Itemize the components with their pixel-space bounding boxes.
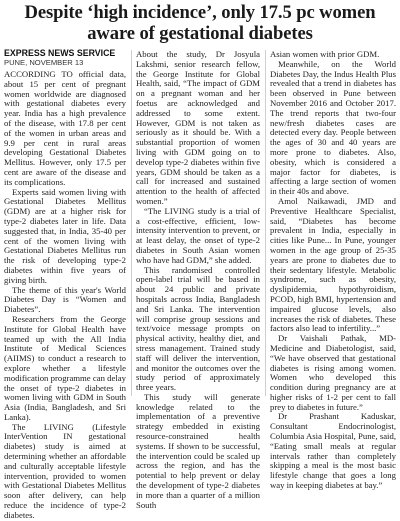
- paragraph: Researchers from the George Institute for Global Health have teamed up with the All India Institute of Medical Sciences (AIIMS) to conduct a research to explore whether a lifestyle modification programme can delay the onset of type-2 diabetes in women living with GDM in South Asia (India, Bangladesh, and Sri Lanka).: [4, 313, 126, 422]
- article-headline: Despite ‘high incidence’, only 17.5 pc women aware of gestational diabetes: [24, 2, 376, 44]
- paragraph: The LIVING (Lifestyle InterVention IN gestational diabetes) study is aimed at determining whether an affordable and culturally acceptable lifestyle intervention, provided to women with Gestational Diabetes Mellitus soon after delivery, can help reduce the incidence of type-2 diabetes.: [4, 421, 126, 520]
- paragraph: Dr Prashant Kaduskar, Consultant Endocrinologist, Columbia Asia Hospital, Pune, said, “Eating small meals at regular intervals rather than completely skipping a meal is the most basic lifestyle change that goes a long way in keeping diabetes at bay.”: [270, 411, 396, 491]
- dateline: PUNE, NOVEMBER 13: [4, 58, 84, 67]
- paragraph: Dr Vaishali Pathak, MD-Medicine and Diabetologist, said, “We have observed that gestational diabetes is rising among women. Women who developed this condition during pregnancy are at higher risks of 1-2 per cent to fall prey to diabetes in future.”: [270, 333, 396, 412]
- paragraph: Experts said women living with Gestational Diabetes Mellitus (GDM) are at a higher risk for type-2 diabetes later in life. Data suggested that, in India, 35-40 per cent of the women living with Gestational Diabetes Mellitus run the risk of developing type-2 diabetes within five years of giving birth.: [4, 186, 126, 285]
- article-column-3: [270, 49, 396, 491]
- paragraph: Meanwhile, on the World Diabetes Day, the Indus Health Plus revealed that a trend in diabetes has been observed in Pune between November 2016 and October 2017. The trend reports that two-four new/fresh diabetes cases are detected every day. People between the ages of 30 and 40 years are more prone to diabetes. Also, obesity, which is considered a major factor for diabetes, is affecting a large section of women in their 40s and above.: [270, 58, 396, 197]
- article-column-1: [4, 48, 126, 520]
- paragraph: Asian women with prior GDM.: [270, 49, 380, 59]
- article-column-2: [136, 49, 260, 510]
- paragraph: This study will generate knowledge related to the implementation of a preventive strategy embedded in existing resource-constrained health systems. If shown to be successful, the intervention could be scaled up across the region, and has the potential to help prevent or delay the development of type-2 diabetes in more than a quarter of a million South: [136, 391, 260, 510]
- paragraph: About the study, Dr Josyula Lakshmi, senior research fellow, the George Institute for Global Health, said, “The impact of GDM on a pregnant woman and her foetus are acknowledged and addressed to some extent. However, GDM is not taken as seriously as it should be. With a substantial proportion of women living with GDM going on to develop type-2 diabetes within five years, GDM should be taken as a call for increased and sustained attention to the health of affected women.”: [136, 49, 260, 206]
- paragraph: The theme of this year's World Diabetes Day is “Women and Diabetes”.: [4, 284, 126, 315]
- column-divider: [131, 50, 132, 396]
- paragraph: “The LIVING study is a trial of a cost-effective, efficient, low-intensity intervention to prevent, or at least delay, the onset of type-2 diabetes in South Asian women who have had GDM,” she added.: [136, 205, 260, 265]
- column-divider: [265, 50, 266, 396]
- paragraph: Amol Naikawadi, JMD and Preventive Healthcare Specialist, said, “Diabetes has become prevalent in India, especially in cities like Pune... In Pune, younger women in the age group of 25-35 years are prone to diabetes due to their sedentary lifestyle. Metabolic syndrome, such as obesity, dyslipidemia, hypothyroidism, PCOD, high BMI, hypertension and impaired glucose levels, also increases the risk of diabetes. These factors also lead to infertility...”: [270, 195, 396, 334]
- paragraph: This randomised controlled open-label trial will be based in about 24 public and private hospitals across India, Bangladesh and Sri Lanka. The intervention will comprise group sessions and text/voice message prompts on physical activity, healthy diet, and stress management. Trained study staff will deliver the intervention, and monitor the outcomes over the study period of approximately three years.: [136, 264, 260, 393]
- paragraph: ACCORDING TO official data, about 15 per cent of pregnant women worldwide are diagnosed with gestational diabetes every year. India has a high prevalence of the disease, with 17.8 per cent of the women in urban areas and 9.9 per cent in rural areas developing Gestational Diabetes Mellitus. However, only 17.5 per cent are aware of the disease and its complications.: [4, 69, 126, 187]
- byline-credit: EXPRESS NEWS SERVICE: [4, 48, 116, 58]
